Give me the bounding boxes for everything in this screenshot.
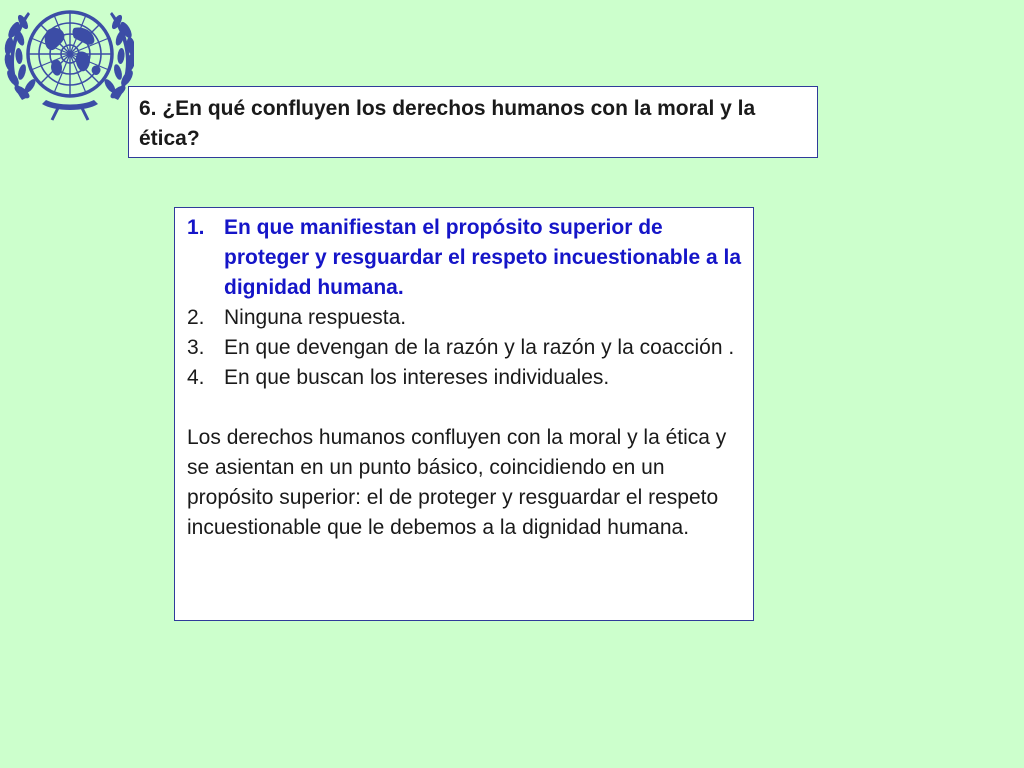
option-text: Ninguna respuesta. [224, 306, 407, 329]
option-text: En que devengan de la razón y la razón y la coacción . [224, 336, 735, 359]
question-box [128, 86, 818, 158]
answer-option-4 [187, 363, 743, 393]
explanation-text: Los derechos humanos confluyen con la moral y la ética y se asientan en un punto básico, coincidiendo en un propósito superior: el de proteger y resguardar el respeto incuestionable que le debemos a la dignidad humana. [187, 426, 727, 539]
answer-options-list [187, 213, 743, 393]
answer-box [174, 207, 754, 621]
answer-option-3 [187, 333, 743, 363]
answer-option-2 [187, 303, 743, 333]
answer-option-1 [187, 213, 743, 303]
option-number: 2. [187, 306, 205, 329]
question-text: 6. ¿En qué confluyen los derechos humanos con la moral y la ética? [139, 97, 756, 150]
option-text: En que buscan los intereses individuales. [224, 366, 610, 389]
option-number: 3. [187, 336, 205, 359]
option-text: En que manifiestan el propósito superior de proteger y resguardar el respeto incuestionable a la dignidad humana. [224, 216, 742, 299]
option-number: 1. [187, 216, 205, 239]
un-emblem-icon [2, 0, 134, 122]
option-number: 4. [187, 366, 205, 389]
